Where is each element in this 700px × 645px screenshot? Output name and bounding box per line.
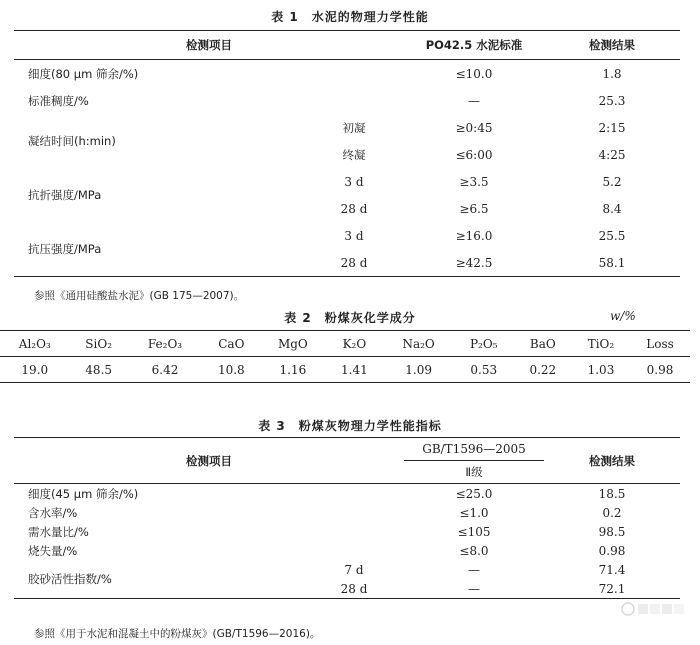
table1-header-result: 检测结果 bbox=[544, 31, 680, 60]
table2-header: CaO bbox=[202, 331, 260, 357]
result-value: 71.4 bbox=[598, 562, 626, 577]
table3-header-item: 检测项目 bbox=[14, 438, 404, 484]
item-label: 凝结时间(h:min) bbox=[28, 134, 116, 148]
result-value: 4:25 bbox=[598, 147, 626, 162]
table2-caption: 表 2 粉煤灰化学成分 bbox=[284, 311, 416, 325]
standard-value: ≥6.5 bbox=[459, 201, 489, 216]
table3-caption: 表 3 粉煤灰物理力学性能指标 bbox=[258, 419, 442, 433]
standard-value: ≥42.5 bbox=[404, 249, 544, 277]
result-value: 25.5 bbox=[598, 228, 626, 243]
table2-value: 0.53 bbox=[454, 357, 514, 383]
table3-header-result: 检测结果 bbox=[544, 438, 680, 484]
sub-label: 7 d bbox=[344, 562, 364, 577]
table-row bbox=[14, 168, 680, 195]
table2-value: 1.03 bbox=[572, 357, 630, 383]
table-row bbox=[14, 484, 680, 504]
table2-value: 10.8 bbox=[202, 357, 260, 383]
watermark-icon bbox=[620, 598, 690, 620]
table2-unit: w/% bbox=[610, 309, 636, 323]
result-value: 25.3 bbox=[598, 93, 626, 108]
table2-header-row bbox=[0, 331, 690, 357]
standard-value: ≤105 bbox=[457, 524, 491, 539]
result-value: 1.8 bbox=[602, 66, 622, 81]
table2-header: BaO bbox=[514, 331, 572, 357]
standard-value: — bbox=[468, 562, 480, 577]
item-label: 细度(80 μm 筛余/%) bbox=[28, 66, 139, 81]
sub-label: 3 d bbox=[344, 174, 364, 189]
table2-value: 6.42 bbox=[128, 357, 203, 383]
item-label: 需水量比/% bbox=[28, 524, 89, 539]
sub-label: 28 d bbox=[340, 201, 368, 216]
standard-value: ≤8.0 bbox=[459, 543, 489, 558]
table2-header: Al₂O₃ bbox=[0, 331, 70, 357]
table2-value: 1.16 bbox=[260, 357, 325, 383]
standard-value: ≤10.0 bbox=[455, 66, 493, 81]
table2-header: Loss bbox=[630, 331, 690, 357]
table2-value: 19.0 bbox=[0, 357, 70, 383]
table2 bbox=[0, 330, 690, 383]
standard-value: ≥3.5 bbox=[459, 174, 489, 189]
sub-label: 3 d bbox=[344, 228, 364, 243]
result-value: 8.4 bbox=[602, 201, 622, 216]
standard-value: — bbox=[404, 579, 544, 599]
table1-header-item: 检测项目 bbox=[14, 31, 404, 60]
table-row bbox=[14, 222, 680, 249]
result-value: 5.2 bbox=[602, 174, 622, 189]
table-row bbox=[0, 357, 690, 383]
sub-label: 28 d bbox=[304, 579, 404, 599]
item-label: 胶砂活性指数/% bbox=[14, 560, 304, 599]
table2-header: TiO₂ bbox=[572, 331, 630, 357]
standard-value: ≥0:45 bbox=[455, 120, 493, 135]
table3-header-standard: GB/T1596—2005 bbox=[404, 438, 544, 461]
sub-label: 28 d bbox=[304, 249, 404, 277]
result-value: 0.2 bbox=[602, 505, 622, 520]
table2-header: MgO bbox=[260, 331, 325, 357]
standard-value: ≤6:00 bbox=[455, 147, 493, 162]
standard-value: — bbox=[468, 93, 480, 108]
item-label: 抗折强度/MPa bbox=[28, 188, 102, 202]
table1-note: 参照《通用硅酸盐水泥》(GB 175—2007)。 bbox=[34, 290, 245, 302]
table1-caption: 表 1 水泥的物理力学性能 bbox=[271, 10, 429, 24]
table2-value: 0.98 bbox=[630, 357, 690, 383]
table3-header-grade: Ⅱ级 bbox=[404, 461, 544, 484]
table2-header: Na₂O bbox=[383, 331, 453, 357]
table-row bbox=[14, 560, 680, 579]
table-row bbox=[14, 541, 680, 560]
table2-value: 1.41 bbox=[325, 357, 383, 383]
item-label: 标准稠度/% bbox=[28, 93, 89, 108]
item-label: 烧失量/% bbox=[28, 543, 78, 558]
result-value: 0.98 bbox=[598, 543, 626, 558]
table-row bbox=[14, 87, 680, 114]
table2-header: SiO₂ bbox=[70, 331, 128, 357]
table2-value: 1.09 bbox=[383, 357, 453, 383]
table1 bbox=[14, 30, 680, 277]
result-value: 98.5 bbox=[598, 524, 626, 539]
sub-label: 终凝 bbox=[342, 147, 366, 162]
item-label: 细度(45 μm 筛余/%) bbox=[28, 486, 139, 501]
table-row bbox=[14, 522, 680, 541]
standard-value: ≥16.0 bbox=[455, 228, 493, 243]
table-row bbox=[14, 114, 680, 141]
table2-header: P₂O₅ bbox=[454, 331, 514, 357]
result-value: 2:15 bbox=[598, 120, 626, 135]
table2-header: K₂O bbox=[325, 331, 383, 357]
table1-header-standard: PO42.5 水泥标准 bbox=[404, 31, 544, 60]
result-value: 18.5 bbox=[598, 486, 626, 501]
standard-value: ≤1.0 bbox=[459, 505, 489, 520]
table-row bbox=[14, 60, 680, 88]
table3-note: 参照《用于水泥和混凝土中的粉煤灰》(GB/T1596—2016)。 bbox=[34, 628, 321, 640]
result-value: 72.1 bbox=[544, 579, 680, 599]
item-label: 抗压强度/MPa bbox=[14, 222, 304, 277]
table3 bbox=[14, 437, 680, 599]
item-label: 含水率/% bbox=[28, 505, 78, 520]
standard-value: ≤25.0 bbox=[455, 486, 493, 501]
table2-header: Fe₂O₃ bbox=[128, 331, 203, 357]
table2-value: 48.5 bbox=[70, 357, 128, 383]
sub-label: 初凝 bbox=[342, 120, 366, 135]
result-value: 58.1 bbox=[544, 249, 680, 277]
table-row bbox=[14, 503, 680, 522]
table2-value: 0.22 bbox=[514, 357, 572, 383]
